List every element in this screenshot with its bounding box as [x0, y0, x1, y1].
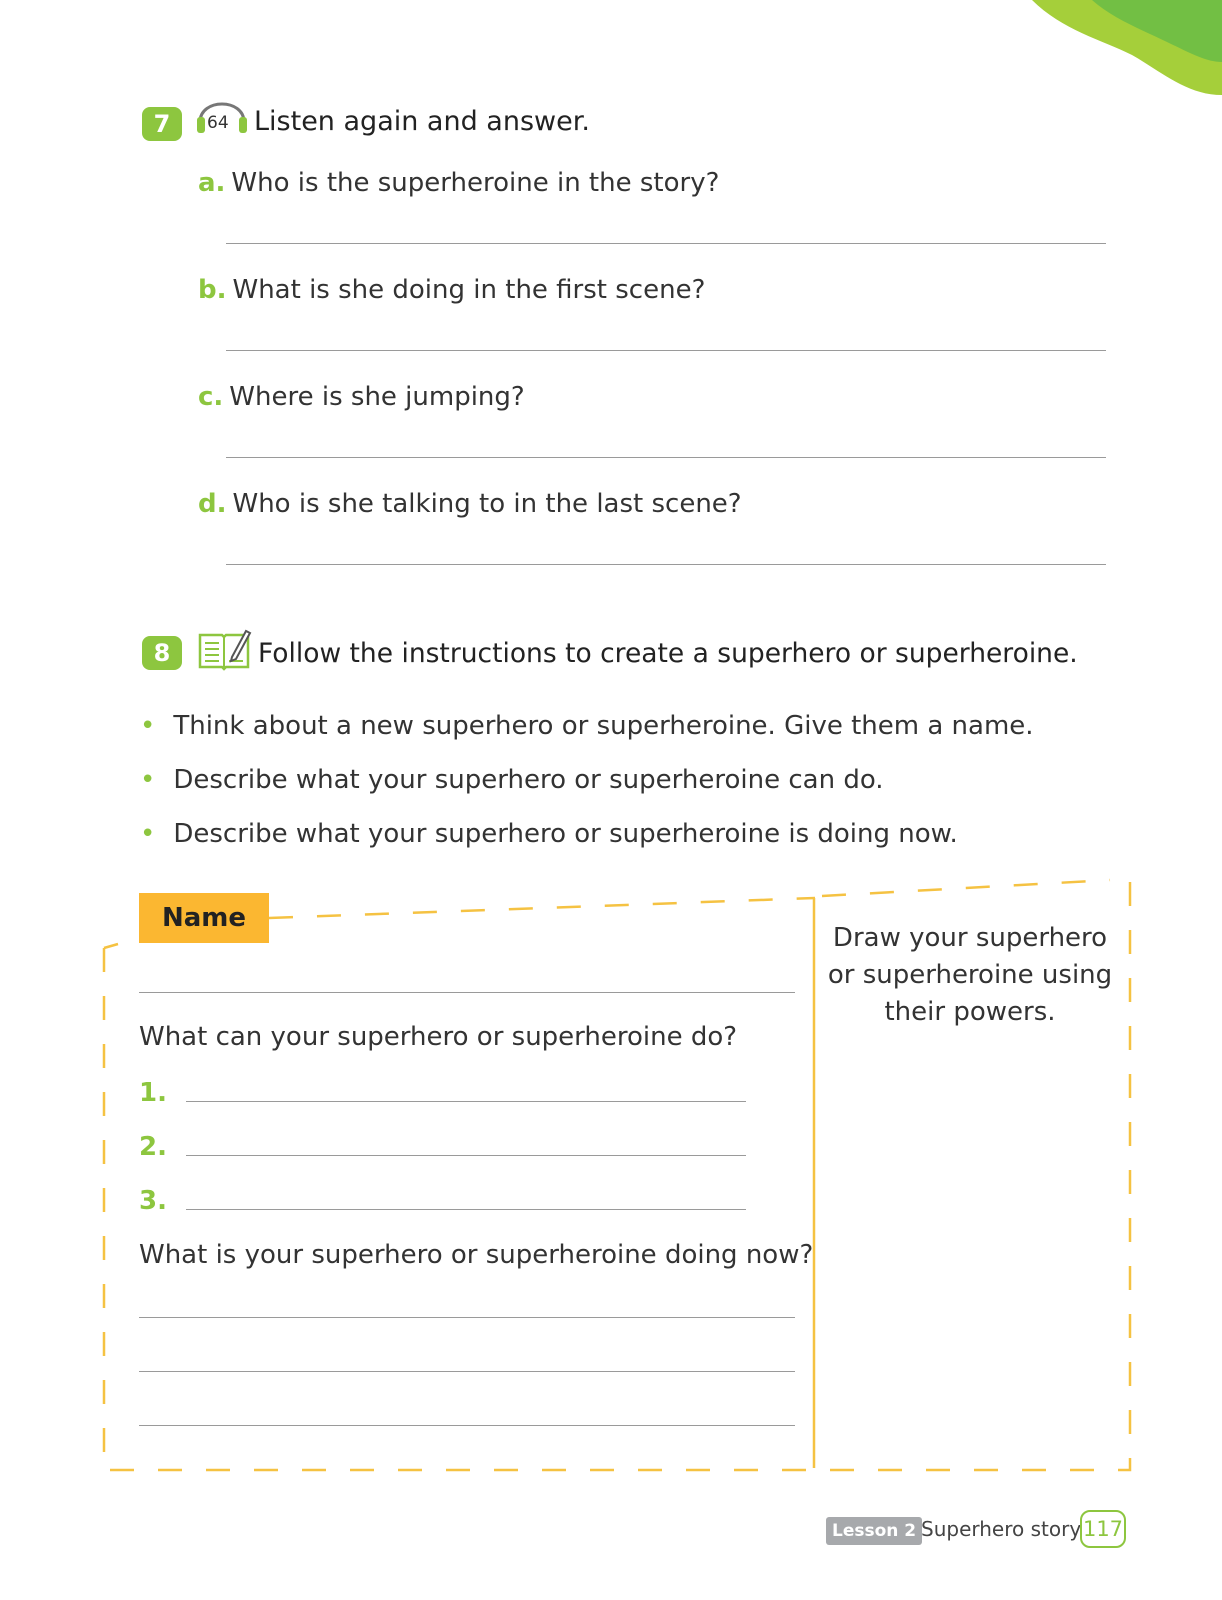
- question-text: Where is she jumping?: [229, 382, 525, 412]
- lesson-title: Superhero story: [921, 1517, 1082, 1541]
- lesson-badge: Lesson 2: [826, 1517, 922, 1545]
- question-letter: a.: [198, 168, 226, 198]
- item-number: 3.: [139, 1186, 167, 1216]
- page-number: 117: [1080, 1510, 1126, 1548]
- question-text: Who is the superheroine in the story?: [231, 168, 720, 198]
- question-letter: d.: [198, 489, 227, 519]
- exercise-number-badge: 8: [142, 636, 182, 670]
- question-letter: c.: [198, 382, 224, 412]
- name-line[interactable]: [139, 992, 795, 993]
- name-tag: Name: [139, 893, 269, 943]
- draw-instruction: Draw your superhero or superheroine using their powers.: [827, 923, 1113, 1027]
- doing-now-line-3[interactable]: [139, 1425, 795, 1426]
- question-text: Who is she talking to in the last scene?: [232, 489, 742, 519]
- bullet-dot-icon: •: [140, 765, 156, 795]
- bullet-dot-icon: •: [140, 711, 156, 741]
- exercise8-instruction: Follow the instructions to create a superhero or superheroine.: [258, 638, 1078, 669]
- bullet-dot-icon: •: [140, 819, 156, 849]
- power-line-2[interactable]: [186, 1155, 746, 1156]
- power-line-1[interactable]: [186, 1101, 746, 1102]
- doing-now-prompt: What is your superhero or superheroine doing now?: [139, 1240, 814, 1270]
- bullet-text: Describe what your superhero or superheroine can do.: [173, 765, 884, 795]
- item-number: 2.: [139, 1132, 167, 1162]
- exercise7-instruction: Listen again and answer.: [254, 106, 590, 137]
- can-do-prompt: What can your superhero or superheroine do?: [139, 1022, 738, 1052]
- exercise-number-badge: 7: [142, 107, 182, 141]
- power-line-3[interactable]: [186, 1209, 746, 1210]
- audio-track-number: 64: [207, 113, 229, 133]
- doing-now-line-1[interactable]: [139, 1317, 795, 1318]
- question-text: What is she doing in the first scene?: [232, 275, 706, 305]
- bullet-text: Describe what your superhero or superheroine is doing now.: [173, 819, 958, 849]
- item-number: 1.: [139, 1078, 167, 1108]
- question-letter: b.: [198, 275, 227, 305]
- doing-now-line-2[interactable]: [139, 1371, 795, 1372]
- bullet-text: Think about a new superhero or superheroine. Give them a name.: [173, 711, 1034, 741]
